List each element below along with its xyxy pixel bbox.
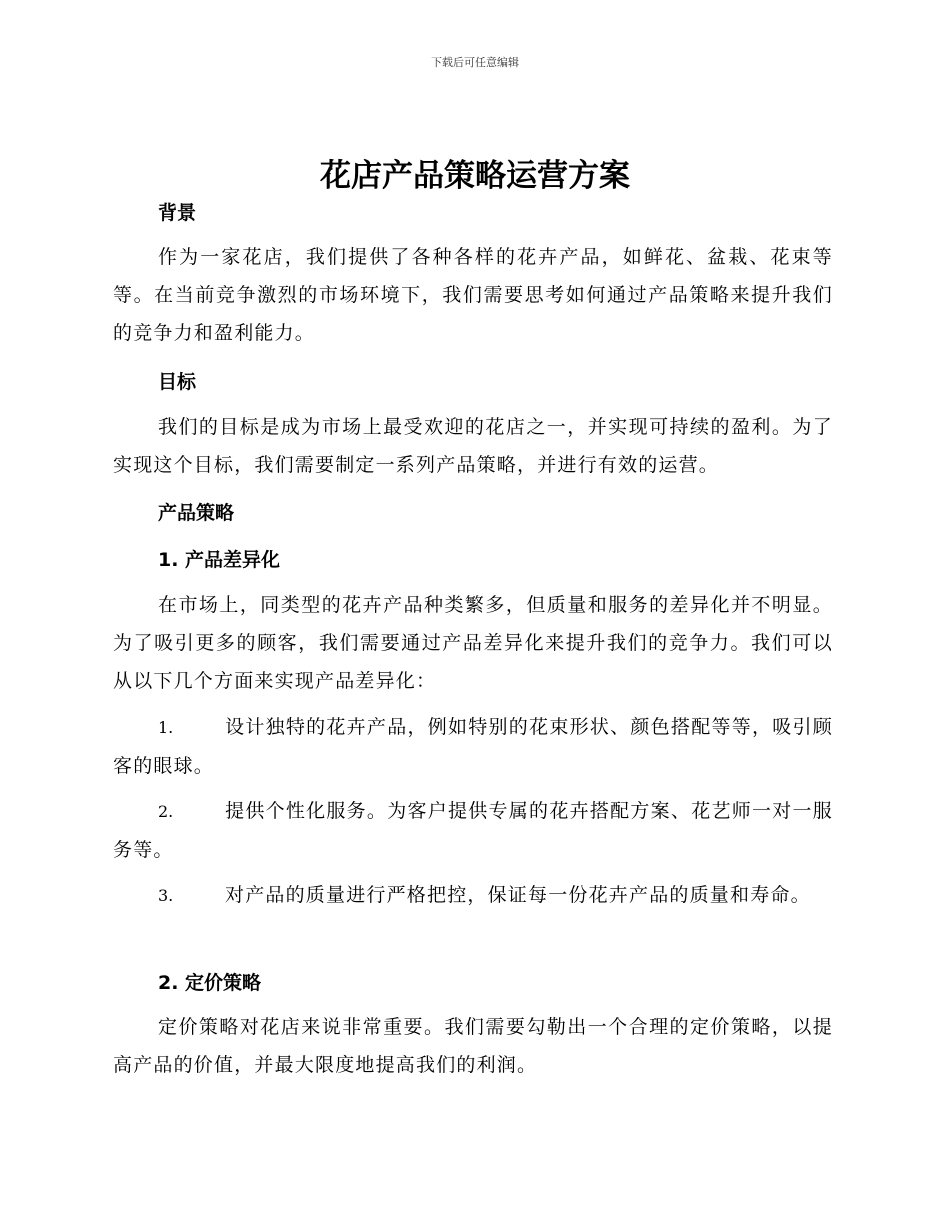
header-note: 下载后可任意编辑	[431, 56, 519, 69]
heading-product-strategy: 产品策略	[158, 502, 235, 524]
list-item	[113, 792, 833, 869]
list-item-text: 对产品的质量进行严格把控，保证每一份花卉产品的质量和寿命。	[225, 884, 811, 906]
heading-differentiation: 1. 产品差异化	[158, 549, 281, 571]
list-item	[113, 876, 833, 915]
list-item-text: 提供个性化服务。为客户提供专属的花卉搭配方案、花艺师一对一服务等。	[113, 800, 833, 861]
list-item-text: 设计独特的花卉产品，例如特别的花束形状、颜色搭配等等，吸引顾客的眼球。	[113, 716, 833, 777]
heading-goal: 目标	[158, 371, 197, 393]
list-item	[113, 708, 833, 785]
paragraph-background: 作为一家花店，我们提供了各种各样的花卉产品，如鲜花、盆栽、花束等等。在当前竞争激烈的市场环境下，我们需要思考如何通过产品策略来提升我们的竞争力和盈利能力。	[113, 246, 833, 344]
list-item-number: 2.	[158, 802, 174, 821]
heading-background: 背景	[158, 202, 197, 224]
list-item-number: 1.	[158, 718, 174, 737]
paragraph-pricing: 定价策略对花店来说非常重要。我们需要勾勒出一个合理的定价策略，以提高产品的价值，并最大限度地提高我们的利润。	[113, 1016, 833, 1076]
heading-pricing: 2. 定价策略	[158, 972, 262, 994]
list-item-number: 3.	[158, 886, 174, 905]
paragraph-goal: 我们的目标是成为市场上最受欢迎的花店之一，并实现可持续的盈利。为了实现这个目标，我们需要制定一系列产品策略，并进行有效的运营。	[113, 416, 833, 476]
paragraph-differentiation: 在市场上，同类型的花卉产品种类繁多，但质量和服务的差异化并不明显。为了吸引更多的顾客，我们需要通过产品差异化来提升我们的竞争力。我们可以从以下几个方面来实现产品差异化：	[113, 594, 833, 692]
document-title: 花店产品策略运营方案	[320, 158, 630, 194]
